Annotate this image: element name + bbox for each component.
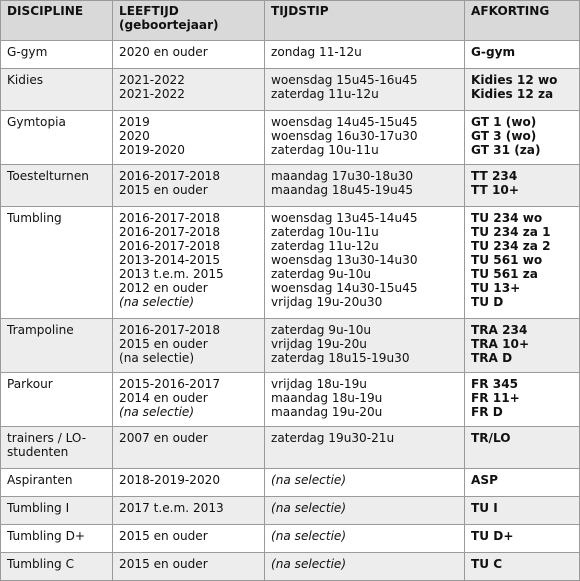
afkorting-cell: Kidies 12 wo Kidies 12 za <box>465 69 580 111</box>
tijdstip-cell: (na selectie) <box>265 553 465 581</box>
leeftijd-cell: 2016-2017-2018 2015 en ouder <box>113 165 265 207</box>
tijdstip-cell: vrijdag 18u-19u maandag 18u-19u maandag 19u-20u <box>265 373 465 427</box>
table-row <box>1 553 580 581</box>
discipline-cell: Tumbling <box>1 207 113 319</box>
tijdstip-cell: woensdag 13u45-14u45 zaterdag 10u-11u zaterdag 11u-12u woensdag 13u30-14u30 zaterdag 9u-10u woensdag 14u30-15u45 vrijdag 19u-20u30 <box>265 207 465 319</box>
table-row <box>1 41 580 69</box>
leeftijd-cell: 2007 en ouder <box>113 427 265 469</box>
discipline-cell: Gymtopia <box>1 111 113 165</box>
leeftijd-cell: 2020 en ouder <box>113 41 265 69</box>
discipline-cell: Trampoline <box>1 319 113 373</box>
header-discipline: DISCIPLINE <box>1 1 113 41</box>
header-leeftijd-title: LEEFTIJD <box>119 4 179 18</box>
table-row <box>1 111 580 165</box>
afkorting-cell: TR/LO <box>465 427 580 469</box>
afkorting-cell: FR 345 FR 11+ FR D <box>465 373 580 427</box>
afkorting-cell: TRA 234 TRA 10+ TRA D <box>465 319 580 373</box>
discipline-cell: G-gym <box>1 41 113 69</box>
discipline-cell: Aspiranten <box>1 469 113 497</box>
leeftijd-cell: 2019 2020 2019-2020 <box>113 111 265 165</box>
header-tijdstip: TIJDSTIP <box>265 1 465 41</box>
leeftijd-cell: 2018-2019-2020 <box>113 469 265 497</box>
discipline-cell: Tumbling I <box>1 497 113 525</box>
table-row <box>1 373 580 427</box>
discipline-cell: trainers / LO- studenten <box>1 427 113 469</box>
leeftijd-cell: 2015 en ouder <box>113 525 265 553</box>
table-row <box>1 469 580 497</box>
table-row <box>1 165 580 207</box>
leeftijd-cell: 2015 en ouder <box>113 553 265 581</box>
afkorting-cell: TT 234 TT 10+ <box>465 165 580 207</box>
discipline-cell: Parkour <box>1 373 113 427</box>
tijdstip-cell: zaterdag 19u30-21u <box>265 427 465 469</box>
table-row <box>1 69 580 111</box>
tijdstip-cell: (na selectie) <box>265 497 465 525</box>
afkorting-cell: ASP <box>465 469 580 497</box>
table-row <box>1 525 580 553</box>
leeftijd-cell: 2015-2016-2017 2014 en ouder (na selectie) <box>113 373 265 427</box>
discipline-cell: Toestelturnen <box>1 165 113 207</box>
leeftijd-cell: 2016-2017-2018 2016-2017-2018 2016-2017-2018 2013-2014-2015 2013 t.e.m. 2015 2012 en ouder (na selectie) <box>113 207 265 319</box>
afkorting-cell: G-gym <box>465 41 580 69</box>
afkorting-cell: TU C <box>465 553 580 581</box>
table-row <box>1 427 580 469</box>
tijdstip-cell: woensdag 14u45-15u45 woensdag 16u30-17u30 zaterdag 10u-11u <box>265 111 465 165</box>
tijdstip-cell: (na selectie) <box>265 469 465 497</box>
tijdstip-cell: maandag 17u30-18u30 maandag 18u45-19u45 <box>265 165 465 207</box>
leeftijd-cell: 2017 t.e.m. 2013 <box>113 497 265 525</box>
tijdstip-cell: (na selectie) <box>265 525 465 553</box>
tijdstip-cell: zaterdag 9u-10u vrijdag 19u-20u zaterdag 18u15-19u30 <box>265 319 465 373</box>
header-leeftijd <box>113 1 265 41</box>
header-afkorting: AFKORTING <box>465 1 580 41</box>
afkorting-cell: GT 1 (wo) GT 3 (wo) GT 31 (za) <box>465 111 580 165</box>
tijdstip-cell: woensdag 15u45-16u45 zaterdag 11u-12u <box>265 69 465 111</box>
leeftijd-cell: 2016-2017-2018 2015 en ouder (na selectie) <box>113 319 265 373</box>
discipline-cell: Tumbling C <box>1 553 113 581</box>
header-row <box>1 1 580 41</box>
leeftijd-cell: 2021-2022 2021-2022 <box>113 69 265 111</box>
header-leeftijd-subtitle: (geboortejaar) <box>119 18 219 32</box>
table-row <box>1 319 580 373</box>
tijdstip-cell: zondag 11-12u <box>265 41 465 69</box>
table-row <box>1 497 580 525</box>
discipline-cell: Tumbling D+ <box>1 525 113 553</box>
afkorting-cell: TU I <box>465 497 580 525</box>
afkorting-cell: TU D+ <box>465 525 580 553</box>
table-row <box>1 207 580 319</box>
afkorting-cell: TU 234 wo TU 234 za 1 TU 234 za 2 TU 561 wo TU 561 za TU 13+ TU D <box>465 207 580 319</box>
discipline-cell: Kidies <box>1 69 113 111</box>
